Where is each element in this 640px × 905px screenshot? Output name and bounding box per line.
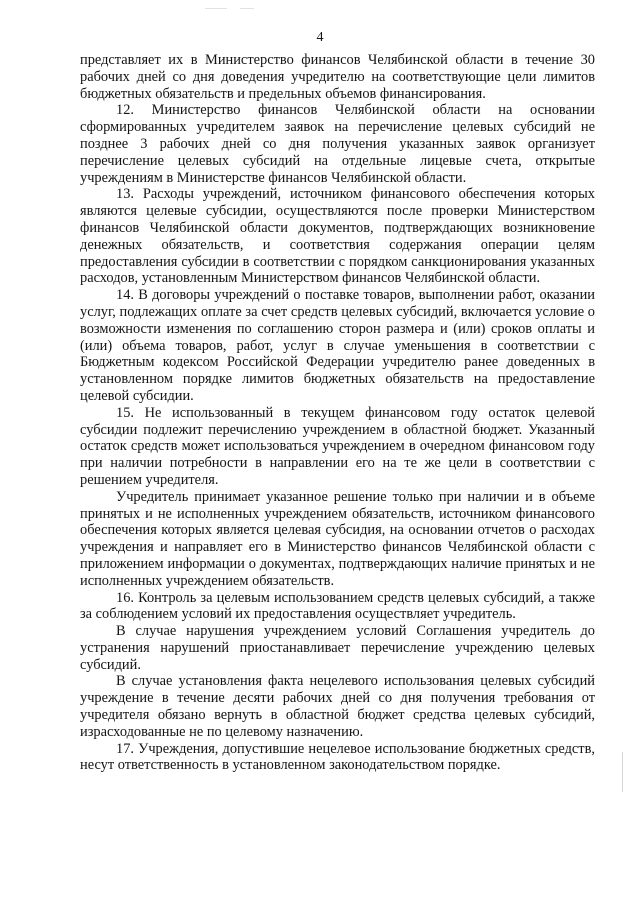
paragraph-17: 17. Учреждения, допустившие нецелевое использование бюджетных средств, несут ответственность в установленном законодательством порядке.: [80, 740, 595, 774]
paragraph-16-misuse: В случае установления факта нецелевого использования целевых субсидий учреждение в течение десяти рабочих дней со дня получения требования от учредителя обязано вернуть в областной бюджет средства целевых субсидий, израсходованные не по целевому назначению.: [80, 673, 595, 740]
paragraph-continuation: представляет их в Министерство финансов Челябинской области в течение 30 рабочих дней со дня доведения учредителю на соответствующие цели лимитов бюджетных обязательств и предельных объемов финансирования.: [80, 52, 595, 102]
scan-artifact: [205, 8, 227, 9]
paragraph-14: 14. В договоры учреждений о поставке товаров, выполнении работ, оказании услуг, подлежащих оплате за счет средств целевых субсидий, включается условие о возможности изменения по соглашению сторон размера и (или) сроков оплаты и (или) объема товаров, работ, услуг в случае уменьшения в соответствии с Бюджетным кодексом Российской Федерации учредителю ранее доведенных в установленном порядке лимитов бюджетных обязательств на предоставление целевой субсидии.: [80, 287, 595, 404]
paragraph-13: 13. Расходы учреждений, источником финансового обеспечения которых являются целевые субсидии, осуществляются после проверки Министерством финансов Челябинской области документов, подтверждающих возникновение денежных обязательств, и соответствия содержания операции целям предоставления субсидии в соответствии с порядком санкционирования указанных расходов, установленным Министерством финансов Челябинской области.: [80, 186, 595, 287]
document-body: [80, 52, 595, 774]
paragraph-15: 15. Не использованный в текущем финансовом году остаток целевой субсидии подлежит перечислению учреждением в областной бюджет. Указанный остаток средств может использоваться учреждением в очередном финансовом году при наличии потребности в направлении его на те же цели в соответствии с решением учредителя.: [80, 404, 595, 488]
scan-margin-mark: [622, 752, 623, 792]
paragraph-16: 16. Контроль за целевым использованием средств целевых субсидий, а также за соблюдением условий их предоставления осуществляет учредитель.: [80, 589, 595, 623]
paragraph-12: 12. Министерство финансов Челябинской области на основании сформированных учредителем заявок на перечисление целевых субсидий не позднее 3 рабочих дней со дня получения указанных заявок организует перечисление целевых субсидий на отдельные лицевые счета, открытые учреждениям в Министерстве финансов Челябинской области.: [80, 102, 595, 186]
paragraph-16-violation: В случае нарушения учреждением условий Соглашения учредитель до устранения нарушений приостанавливает перечисление учреждению целевых субсидий.: [80, 623, 595, 673]
scan-artifact: [240, 8, 254, 9]
paragraph-15-founder-decision: Учредитель принимает указанное решение только при наличии и в объеме принятых и не исполненных учреждением обязательств, источником финансового обеспечения которых является целевая субсидия, на основании отчетов о расходах учреждения и направляет его в Министерство финансов Челябинской области с приложением информации о документах, подтверждающих наличие принятых и не исполненных учреждением обязательств.: [80, 488, 595, 589]
page-number: 4: [316, 30, 324, 45]
